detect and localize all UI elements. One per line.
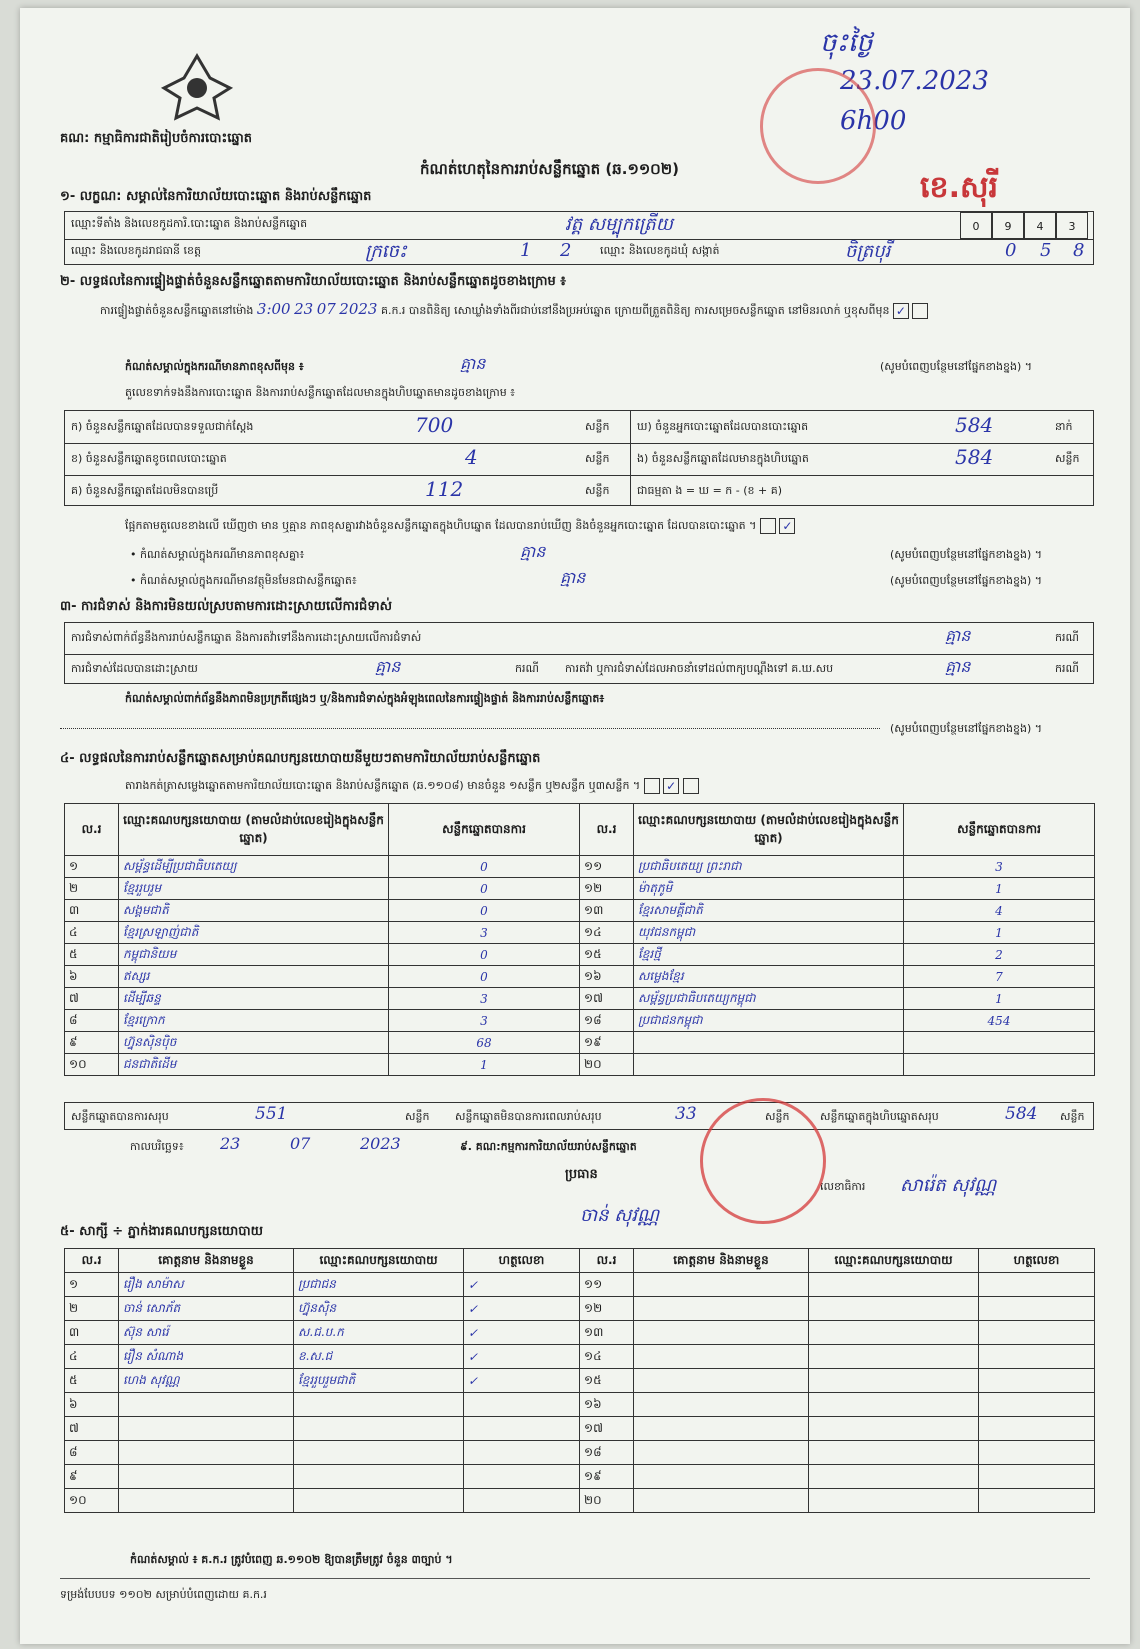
witness-name — [634, 1369, 809, 1393]
witness-signature — [979, 1465, 1095, 1489]
col-no-right: ល.រ — [580, 804, 634, 856]
witness-name: ស៊ុន សារ៉េ — [119, 1321, 294, 1345]
objection-r2-value: គ្មាន — [375, 657, 401, 676]
vote-count: 0 — [389, 878, 580, 900]
witness-party — [809, 1393, 979, 1417]
hand-note-line1: ចុះថ្ងៃ — [820, 28, 873, 58]
vote-count: 3 — [389, 1010, 580, 1032]
w-col-name-right: គោត្តនាម និងនាមខ្លួន — [634, 1249, 809, 1273]
one-sheet-checkbox[interactable] — [644, 778, 660, 794]
witness-party — [809, 1345, 979, 1369]
objection-r2b-label: ការតវ៉ា ឬការជំទាស់ដែលអាចនាំទៅដល់ពាក្យបណ្តឹងទៅ គ.ឃ.សប — [565, 662, 834, 675]
total-box-label: សន្លឹកឆ្នោតក្នុងហិបឆ្នោតសរុប — [820, 1110, 939, 1123]
results-row — [65, 1010, 1095, 1032]
witness-signature: ✓ — [464, 1273, 580, 1297]
witness-signature: ✓ — [464, 1369, 580, 1393]
committee-label: ៩. គណ:កម្មការការិយាល័យរាប់សន្លឹកឆ្នោត — [460, 1140, 637, 1153]
party-name: ខ្មែរថ្មី — [634, 944, 904, 966]
witness-party — [809, 1489, 979, 1513]
section3-fill-back: (សូមបំពេញបន្ថែមនៅផ្នែកខាងខ្នង) ។ — [890, 722, 1042, 735]
party-name: ប្រជាធិបតេយ្យ ព្រះរាជា — [634, 856, 904, 878]
vote-count: 0 — [389, 900, 580, 922]
total-valid-value: 551 — [255, 1104, 288, 1124]
party-name: ខ្មែរក្រោក — [119, 1010, 389, 1032]
party-name: សង្គមជាតិ — [119, 900, 389, 922]
row-no: ១ — [65, 1273, 119, 1297]
party-name — [634, 1054, 904, 1076]
party-name: ហ្វ៊ុនស៊ិនប៉ិច — [119, 1032, 389, 1054]
witness-party — [809, 1369, 979, 1393]
vote-count: 0 — [389, 856, 580, 878]
results-row — [65, 922, 1095, 944]
row-no: ៩ — [65, 1032, 119, 1054]
vote-count — [904, 1054, 1095, 1076]
changed-checkbox[interactable] — [912, 303, 928, 319]
row-no: ៨ — [65, 1010, 119, 1032]
witness-row — [65, 1369, 1095, 1393]
objection-r2b-unit: ករណី — [1055, 662, 1079, 675]
row-no: ១៣ — [580, 1321, 634, 1345]
objection-r1-value: គ្មាន — [945, 626, 971, 645]
objection-r2b-value: គ្មាន — [945, 657, 971, 676]
vote-count: 3 — [389, 922, 580, 944]
figures-box — [64, 410, 1094, 506]
witness-name — [119, 1417, 294, 1441]
w-col-party-left: ឈ្មោះគណបក្សនយោបាយ — [294, 1249, 464, 1273]
secretary-name: សារ៉េត សុវណ្ណ — [900, 1175, 997, 1196]
province-label: ខេ.សុរី — [920, 170, 999, 205]
date-label: កាលបរិច្ឆេទ៖ — [130, 1140, 184, 1153]
province-row-label: ឈ្មោះ និងលេខកូដរាជធានី ខេត្ត — [71, 244, 201, 257]
results-row — [65, 856, 1095, 878]
site-value: វត្ត សម្បុកត្រើយ — [565, 214, 673, 235]
witness-party: ខ.ស.ជ — [294, 1345, 464, 1369]
results-row — [65, 944, 1095, 966]
commune-label: ឈ្មោះ និងលេខកូដឃុំ សង្កាត់ — [600, 244, 720, 257]
witness-signature — [464, 1489, 580, 1513]
witness-signature: ✓ — [464, 1297, 580, 1321]
vote-count: 454 — [904, 1010, 1095, 1032]
witness-party — [294, 1489, 464, 1513]
vote-count: 0 — [389, 966, 580, 988]
witness-signature: ✓ — [464, 1321, 580, 1345]
witness-signature — [979, 1297, 1095, 1321]
note3-suffix: (សូមបំពេញបន្ថែមនៅផ្នែកខាងខ្នង) ។ — [890, 574, 1042, 587]
fig-e-unit: សន្លឹក — [1055, 452, 1080, 465]
note-suffix: (សូមបំពេញបន្ថែមនៅផ្នែកខាងខ្នង) ។ — [880, 360, 1032, 373]
sentence-pre: ការផ្ទៀងផ្ទាត់ចំនួនសន្លឹកឆ្នោតនៅម៉ោង — [100, 304, 254, 317]
witness-name — [634, 1273, 809, 1297]
w-col-no-right: ល.រ — [580, 1249, 634, 1273]
site-code-digit: 0 — [960, 212, 992, 239]
party-name: ជនជាតិដើម — [119, 1054, 389, 1076]
party-name: សម្ព័ន្ធដើម្បីប្រជាធិបតេយ្យ — [119, 856, 389, 878]
witness-party: ខ្មែររួបរួមជាតិ — [294, 1369, 464, 1393]
objection-r2-unit: ករណី — [515, 662, 539, 675]
form-footer: ទម្រង់បែបបទ ១១០២ សម្រាប់បំពេញដោយ គ.ក.រ — [60, 1588, 267, 1601]
witness-row — [65, 1465, 1095, 1489]
row-no: ២០ — [580, 1054, 634, 1076]
vote-count — [904, 1032, 1095, 1054]
site-code-digit: 9 — [992, 212, 1024, 239]
section4-intro — [125, 778, 699, 795]
three-sheets-checkbox[interactable] — [683, 778, 699, 794]
row-no: ១៩ — [580, 1465, 634, 1489]
site-label: ឈ្មោះទីតាំង និងលេខកូដការិ.បោះឆ្នោត និងរាប់សន្លឹកឆ្នោត — [71, 217, 308, 230]
fig-d-value: 584 — [955, 413, 994, 437]
row-no: ១៤ — [580, 1345, 634, 1369]
section4-title: ៤- លទ្ធផលនៃការរាប់សន្លឹកឆ្នោតសម្រាប់គណបក្សនយោបាយនីមួយៗតាមការិយាល័យរាប់សន្លឹកឆ្នោត — [60, 751, 541, 766]
witness-name: ហេង សុវណ្ណ — [119, 1369, 294, 1393]
chair-name: ចាន់ សុវណ្ណ — [580, 1205, 660, 1226]
date-day: 23 — [220, 1134, 241, 1153]
note3-label: • កំណត់សម្គាល់ក្នុងករណីមានវត្ថុមិនមែនជាសន្លឹកឆ្នោត៖ — [130, 574, 357, 587]
objection-r2-label: ការជំទាស់ដែលបានដោះស្រាយ — [71, 662, 198, 675]
w-col-sign-right: ហត្ថលេខា — [979, 1249, 1095, 1273]
objection-box — [64, 622, 1094, 684]
witness-party — [294, 1441, 464, 1465]
party-name: ខ្មែរស្រឡាញ់ជាតិ — [119, 922, 389, 944]
note-label: កំណត់សម្គាល់ក្នុងករណីមានភាពខុសពីមុន ៖ — [125, 360, 304, 373]
row-no: ១២ — [580, 878, 634, 900]
results-table — [64, 803, 1095, 1076]
fig-c-value: 112 — [425, 477, 464, 501]
verify-day: 23 — [294, 300, 314, 318]
results-row — [65, 1032, 1095, 1054]
row-no: ៥ — [65, 1369, 119, 1393]
witness-name — [634, 1393, 809, 1417]
section3-title: ៣- ការជំទាស់ និងការមិនយល់ស្របតាមការដោះស្រាយលើការជំទាស់ — [60, 599, 392, 614]
party-name: ឥស្សរ — [119, 966, 389, 988]
fig-d-unit: នាក់ — [1055, 420, 1073, 433]
witness-signature — [979, 1393, 1095, 1417]
total-valid-label: សន្លឹកឆ្នោតបានការសរុប — [71, 1110, 169, 1123]
section1-box — [64, 211, 1094, 265]
party-name: សម្ព័ន្ធប្រជាធិបតេយ្យកម្ពុជា — [634, 988, 904, 1010]
row-no: ៨ — [65, 1441, 119, 1465]
witness-party — [809, 1321, 979, 1345]
secretary-label: លេខាធិការ — [820, 1180, 866, 1193]
note2-label: • កំណត់សម្គាល់ក្នុងករណីមានភាពខុសគ្នា៖ — [130, 548, 305, 561]
date-year: 2023 — [360, 1134, 401, 1153]
witness-signature — [979, 1321, 1095, 1345]
commune-code-3: 8 — [1073, 240, 1085, 261]
row-no: ៧ — [65, 1417, 119, 1441]
site-code — [960, 212, 1088, 239]
total-invalid-unit: សន្លឹក — [765, 1110, 790, 1123]
results-row — [65, 900, 1095, 922]
witness-row — [65, 1297, 1095, 1321]
no-diff-checkbox[interactable]: ✓ — [779, 518, 795, 534]
row-no: ២ — [65, 878, 119, 900]
nec-emblem-icon — [152, 48, 242, 126]
hand-note-date: 23.07.2023 — [840, 66, 989, 96]
form-page — [20, 8, 1130, 1644]
objection-r1-unit: ករណី — [1055, 631, 1079, 644]
fig-e-label: ង) ចំនួនសន្លឹកឆ្នោតដែលមានក្នុងហិបឆ្នោត — [637, 452, 809, 465]
row-no: ១៩ — [580, 1032, 634, 1054]
vote-count: 1 — [904, 878, 1095, 900]
witness-signature — [464, 1441, 580, 1465]
witness-signature: ✓ — [464, 1345, 580, 1369]
note3-value: គ្មាន — [560, 568, 586, 587]
witness-row — [65, 1417, 1095, 1441]
witness-party — [809, 1465, 979, 1489]
results-row — [65, 966, 1095, 988]
row-no: ៥ — [65, 944, 119, 966]
witness-row — [65, 1489, 1095, 1513]
total-box-unit: សន្លឹក — [1060, 1110, 1085, 1123]
row-no: ៩ — [65, 1465, 119, 1489]
witness-name — [634, 1345, 809, 1369]
witness-party — [294, 1393, 464, 1417]
witness-signature — [979, 1417, 1095, 1441]
witness-signature — [464, 1393, 580, 1417]
witness-name — [634, 1417, 809, 1441]
fig-c-unit: សន្លឹក — [585, 484, 610, 497]
witness-row — [65, 1393, 1095, 1417]
vote-count: 4 — [904, 900, 1095, 922]
note-value: គ្មាន — [460, 354, 486, 373]
row-no: ១៦ — [580, 966, 634, 988]
row-no: ១៨ — [580, 1441, 634, 1465]
w-col-no-left: ល.រ — [65, 1249, 119, 1273]
total-invalid-value: 33 — [675, 1104, 697, 1124]
party-name: ដើម្បីឆន្ទ — [119, 988, 389, 1010]
witness-party — [809, 1441, 979, 1465]
sentence-post: គ.ក.រ បានពិនិត្យ សោឃ្លាំងទាំងពីរជាប់នៅនឹងប្រអប់ឆ្នោត ក្រោយពីត្រួតពិនិត្យ ការសម្រេចសន្លឹកឆ្នោត នៅមិនរលាក់ ឬខុសពីមុន — [380, 304, 890, 317]
hand-note-time: 6h00 — [840, 106, 907, 136]
witness-name — [119, 1489, 294, 1513]
party-name: ខ្មែរសាមគ្គីជាតិ — [634, 900, 904, 922]
fig-b-label: ខ) ចំនួនសន្លឹកឆ្នោតខូចពេលបោះឆ្នោត — [71, 452, 227, 465]
commune-code-1: 0 — [1005, 240, 1017, 261]
vote-count: 68 — [389, 1032, 580, 1054]
row-no: ១៧ — [580, 988, 634, 1010]
diff-sentence-text: ផ្អែកតាមតួលេខខាងលើ ឃើញថា មាន ឬគ្មាន ភាពខុសគ្នារវាងចំនួនសន្លឹកឆ្នោតក្នុងហិបឆ្នោត ដែលបានរាប់ឃើញ និងចំនួនអ្នកបោះឆ្នោត ដែលបានបោះឆ្នោត ។ — [125, 519, 757, 532]
col-party-right: ឈ្មោះគណបក្សនយោបាយ (តាមលំដាប់លេខរៀងក្នុងសន្លឹកឆ្នោត) — [634, 804, 904, 856]
witness-party: ប្រជាជន — [294, 1273, 464, 1297]
party-name: ប្រជាជនកម្ពុជា — [634, 1010, 904, 1032]
row-no: ៤ — [65, 1345, 119, 1369]
witness-table — [64, 1248, 1095, 1513]
vote-count: 0 — [389, 944, 580, 966]
witness-row — [65, 1345, 1095, 1369]
verify-year: 2023 — [339, 300, 378, 318]
witness-signature — [979, 1345, 1095, 1369]
section2-title: ២- លទ្ធផលនៃការផ្ទៀងផ្ទាត់ចំនួនសន្លឹកឆ្នោតតាមការិយាល័យបោះឆ្នោត និងរាប់សន្លឹកឆ្នោតដូចខាងក្រោម ៖ — [60, 274, 566, 289]
row-no: ១៦ — [580, 1393, 634, 1417]
fig-a-value: 700 — [415, 413, 454, 437]
witness-party: ស.ជ.ប.ក — [294, 1321, 464, 1345]
intact-checkbox[interactable]: ✓ — [893, 303, 909, 319]
witness-name — [119, 1393, 294, 1417]
section1-title: ១- លក្ខណ: សម្គាល់នៃការិយាល័យបោះឆ្នោត និងរាប់សន្លឹកឆ្នោត — [60, 189, 372, 204]
row-no: ១៥ — [580, 944, 634, 966]
section4-intro-text: តារាងកត់ត្រាសម្លេងឆ្នោតតាមការិយាល័យបោះឆ្នោត និងរាប់សន្លឹកឆ្នោត (ឆ.១១០៨) មានចំនួន ១សន្លឹក ឬ២សន្លឹក ឬ៣សន្លឹក ។ — [125, 779, 641, 792]
figures-intro: តួលេខទាក់ទងនឹងការបោះឆ្នោត និងការរាប់សន្លឹកឆ្នោតដែលមានក្នុងហិបឆ្នោតមានដូចខាងក្រោម ៖ — [125, 386, 516, 399]
org-name: គណ: កម្មាធិការជាតិរៀបចំការបោះឆ្នោត — [60, 131, 252, 146]
results-row — [65, 1054, 1095, 1076]
row-no: ៦ — [65, 966, 119, 988]
witness-signature — [464, 1417, 580, 1441]
row-no: ១៨ — [580, 1010, 634, 1032]
total-invalid-label: សន្លឹកឆ្នោតមិនបានការពេលរាប់សរុប — [455, 1110, 602, 1123]
vote-count: 3 — [389, 988, 580, 1010]
witness-name: រឿង សាម៉ាស — [119, 1273, 294, 1297]
witness-name — [119, 1465, 294, 1489]
vote-count: 2 — [904, 944, 1095, 966]
witness-signature — [979, 1369, 1095, 1393]
witness-name — [634, 1321, 809, 1345]
witness-party — [294, 1465, 464, 1489]
witness-name: រឿន សំណាង — [119, 1345, 294, 1369]
official-stamp-top — [760, 68, 876, 184]
witness-name — [119, 1441, 294, 1465]
w-col-party-right: ឈ្មោះគណបក្សនយោបាយ — [809, 1249, 979, 1273]
commune-code-2: 5 — [1040, 240, 1052, 261]
footnote: កំណត់សម្គាល់ ៖ គ.ក.រ ត្រូវបំពេញ ឆ.១១០២ ឱ្យបានត្រឹមត្រូវ ចំនួន ៣ច្បាប់ ។ — [130, 1553, 453, 1566]
vote-count: 1 — [904, 922, 1095, 944]
total-valid-unit: សន្លឹក — [405, 1110, 430, 1123]
party-name: យុវជនកម្ពុជា — [634, 922, 904, 944]
vote-count: 7 — [904, 966, 1095, 988]
results-row — [65, 988, 1095, 1010]
witness-name — [634, 1441, 809, 1465]
witness-name — [634, 1465, 809, 1489]
objection-r1-label: ការជំទាស់ពាក់ព័ន្ធនឹងការរាប់សន្លឹកឆ្នោត និងការតវ៉ាទៅនឹងការដោះស្រាយលើការជំទាស់ — [71, 631, 422, 644]
witness-party — [809, 1273, 979, 1297]
province-value: ក្រចេះ — [365, 241, 407, 262]
witness-row — [65, 1441, 1095, 1465]
row-no: ៦ — [65, 1393, 119, 1417]
form-title: កំណត់ហេតុនៃការរាប់សន្លឹកឆ្នោត (ឆ.១១០២) — [420, 160, 680, 178]
row-no: ៧ — [65, 988, 119, 1010]
row-no: ១៤ — [580, 922, 634, 944]
col-votes-left: សន្លឹកឆ្នោតបានការ — [389, 804, 580, 856]
fig-a-unit: សន្លឹក — [585, 420, 610, 433]
witness-name: ចាន់ សោភ័ត — [119, 1297, 294, 1321]
witness-name — [634, 1297, 809, 1321]
row-no: ៣ — [65, 1321, 119, 1345]
fig-a-label: ក) ចំនួនសន្លឹកឆ្នោតដែលបានទទួលជាក់ស្តែង — [71, 420, 254, 433]
section3-note: កំណត់សម្គាល់ពាក់ព័ន្ធនឹងភាពមិនប្រក្រតីផ្សេងៗ ឬ/និងការជំទាស់ក្នុងអំឡុងពេលនៃការផ្ទៀងផ្ទាត់ និងការរាប់សន្លឹកឆ្នោត៖ — [125, 692, 605, 705]
fig-b-unit: សន្លឹក — [585, 452, 610, 465]
col-party-left: ឈ្មោះគណបក្សនយោបាយ (តាមលំដាប់លេខរៀងក្នុងសន្លឹកឆ្នោត) — [119, 804, 389, 856]
totals-row — [64, 1102, 1094, 1130]
two-sheets-checkbox[interactable]: ✓ — [663, 778, 679, 794]
party-name: សម្លេងខ្មែរ — [634, 966, 904, 988]
fig-d-label: ឃ) ចំនួនអ្នកបោះឆ្នោតដែលបានបោះឆ្នោត — [637, 420, 809, 433]
witness-row — [65, 1273, 1095, 1297]
witness-signature — [979, 1441, 1095, 1465]
fig-b-value: 4 — [465, 445, 478, 469]
witness-party — [809, 1297, 979, 1321]
row-no: ១៣ — [580, 900, 634, 922]
row-no: ១២ — [580, 1297, 634, 1321]
date-month: 07 — [290, 1134, 311, 1153]
site-code-digit: 3 — [1056, 212, 1088, 239]
row-no: ៤ — [65, 922, 119, 944]
results-row — [65, 878, 1095, 900]
witness-row — [65, 1321, 1095, 1345]
witness-signature — [979, 1489, 1095, 1513]
row-no: ១០ — [65, 1489, 119, 1513]
row-no: ២ — [65, 1297, 119, 1321]
province-code-1: 1 — [520, 240, 532, 261]
section5-title: ៥- សាក្សី ÷ ភ្នាក់ងារគណបក្សនយោបាយ — [60, 1224, 263, 1239]
has-diff-checkbox[interactable] — [760, 518, 776, 534]
verify-time: 3:00 — [256, 300, 291, 318]
witness-name — [634, 1489, 809, 1513]
w-col-name-left: គោត្តនាម និងនាមខ្លួន — [119, 1249, 294, 1273]
witness-party: ហ្វ៊ុនស៊ិន — [294, 1297, 464, 1321]
witness-signature — [979, 1273, 1095, 1297]
section2-sentence — [100, 300, 1090, 320]
party-name: កម្ពុជានិយម — [119, 944, 389, 966]
party-name — [634, 1032, 904, 1054]
row-no: ១១ — [580, 856, 634, 878]
row-no: ១០ — [65, 1054, 119, 1076]
chair-label: ប្រធាន — [565, 1167, 598, 1182]
commune-value: ចិត្របុរី — [845, 241, 891, 262]
fig-c-label: គ) ចំនួនសន្លឹកឆ្នោតដែលមិនបានប្រើ — [71, 484, 219, 497]
note2-value: គ្មាន — [520, 542, 546, 561]
w-col-sign-left: ហត្ថលេខា — [464, 1249, 580, 1273]
party-name: ម៉ាតុភូមិ — [634, 878, 904, 900]
site-code-digit: 4 — [1024, 212, 1056, 239]
verify-month: 07 — [316, 300, 336, 318]
row-no: ៣ — [65, 900, 119, 922]
formula: ជាធម្មតា ង = ឃ = ក - (ខ + គ) — [637, 484, 782, 497]
party-name: ខ្មែររួបរួម — [119, 878, 389, 900]
note2-suffix: (សូមបំពេញបន្ថែមនៅផ្នែកខាងខ្នង) ។ — [890, 548, 1042, 561]
row-no: ២០ — [580, 1489, 634, 1513]
official-stamp-bottom — [700, 1098, 826, 1224]
vote-count: 1 — [389, 1054, 580, 1076]
row-no: ១១ — [580, 1273, 634, 1297]
vote-count: 3 — [904, 856, 1095, 878]
witness-signature — [464, 1465, 580, 1489]
witness-party — [294, 1417, 464, 1441]
witness-party — [809, 1417, 979, 1441]
col-votes-right: សន្លឹកឆ្នោតបានការ — [904, 804, 1095, 856]
total-box-value: 584 — [1005, 1104, 1038, 1124]
vote-count: 1 — [904, 988, 1095, 1010]
row-no: ១៧ — [580, 1417, 634, 1441]
row-no: ១៥ — [580, 1369, 634, 1393]
fig-e-value: 584 — [955, 445, 994, 469]
province-code-2: 2 — [560, 240, 572, 261]
row-no: ១ — [65, 856, 119, 878]
diff-sentence — [125, 518, 1085, 535]
col-no-left: ល.រ — [65, 804, 119, 856]
